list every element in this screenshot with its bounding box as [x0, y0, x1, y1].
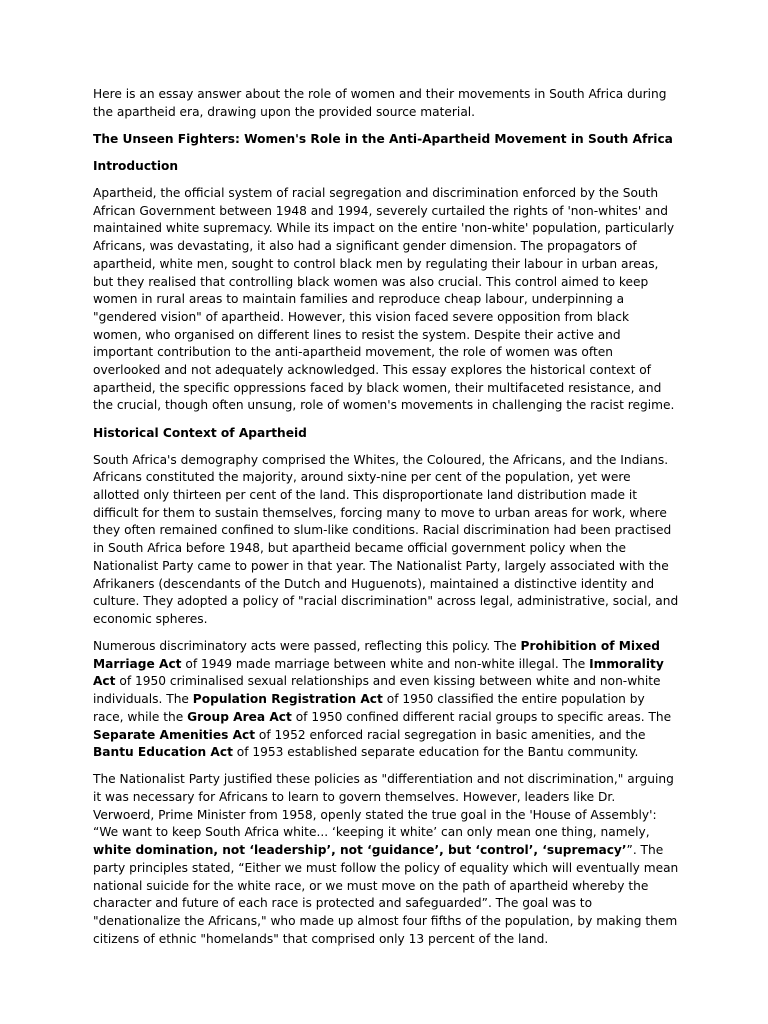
history-heading: Historical Context of Apartheid [93, 425, 307, 440]
intro-line: Here is an essay answer about the role of women and their movements in South Africa during the apartheid era, drawing upon the provided source material. [93, 87, 667, 119]
history-paragraph-2: Numerous discriminatory acts were passed, reflecting this policy. The Prohibition of Mixed Marriage Act of 1949 made marriage between white and non-white illegal. The Immorality Act of 1950 criminalised sexual relationships and even kissing between white and non-white individuals. The Population Registration Act of 1950 classified the entire population by race, while the Group Area Act of 1950 confined different racial groups to specific areas. The Separate Amenities Act of 1952 enforced racial segregation in basic amenities, and the Bantu Education Act of 1953 established separate education for the Bantu community. [93, 639, 672, 760]
emphasis-quote: white domination, not ‘leadership’, not ‘guidance’, but ‘control’, ‘supremacy’ [93, 843, 627, 858]
introduction-heading: Introduction [93, 158, 179, 173]
essay-title: The Unseen Fighters: Women's Role in the Anti-Apartheid Movement in South Africa [93, 131, 673, 146]
history-paragraph-3: The Nationalist Party justified these policies as "differentiation and not discrimination," arguing it was necessary for Africans to learn to govern themselves. However, leaders like Dr. Verwoerd, Prime Minister from 1958, openly stated the true goal in the 'House of Assembly': “We want to keep South Africa white... ‘keeping it white’ can only mean one thing, namely, white domination, not ‘leadership’, not ‘guidance’, but ‘control’, ‘supremacy’”. The party principles stated, “Either we must follow the policy of equality which will eventually mean national suicide for the white race, or we must move on the path of apartheid whereby the character and future of each race is protected and safeguarded”. The goal was to "denationalize the Africans," who made up almost four fifths of the population, by making them citizens of ethnic "homelands" that comprised only 13 percent of the land. [93, 772, 679, 946]
act-name: Prohibition of Mixed Marriage Act [93, 639, 660, 671]
act-name: Bantu Education Act [93, 745, 233, 760]
act-name: Population Registration Act [192, 692, 383, 707]
introduction-paragraph: Apartheid, the official system of racial segregation and discrimination enforced by the South African Government between 1948 and 1994, severely curtailed the rights of 'non-whites' and maintained white supremacy. While its impact on the entire 'non-white' population, particularly Africans, was devastating, it also had a significant gender dimension. The propagators of apartheid, white men, sought to control black men by regulating their labour in urban areas, but they realised that controlling black women was also crucial. This control aimed to keep women in rural areas to maintain families and reproduce cheap labour, underpinning a "gendered vision" of apartheid. However, this vision faced severe opposition from black women, who organised on different lines to resist the system. Despite their active and important contribution to the anti-apartheid movement, the role of women was often overlooked and not adequately acknowledged. This essay explores the historical context of apartheid, the specific oppressions faced by black women, their multifaceted resistance, and the crucial, though often unsung, role of women's movements in challenging the racist regime. [93, 185, 675, 413]
essay-body [93, 86, 679, 948]
history-paragraph-1: South Africa's demography comprised the Whites, the Coloured, the Africans, and the Indians. Africans constituted the majority, around sixty-nine per cent of the population, yet were allotted only thirteen per cent of the land. This disproportionate land distribution made it difficult for them to sustain themselves, forcing many to move to urban areas for work, where they often remained confined to slum-like conditions. Racial discrimination had been practised in South Africa before 1948, but apartheid became official government policy when the Nationalist Party came to power in that year. The Nationalist Party, largely associated with the Afrikaners (descendants of the Dutch and Huguenots), maintained a distinctive identity and culture. They adopted a policy of "racial discrimination" across legal, administrative, social, and economic spheres. [93, 452, 679, 626]
act-name: Immorality Act [93, 656, 664, 689]
act-name: Group Area Act [187, 709, 292, 724]
act-name: Separate Amenities Act [93, 727, 256, 742]
